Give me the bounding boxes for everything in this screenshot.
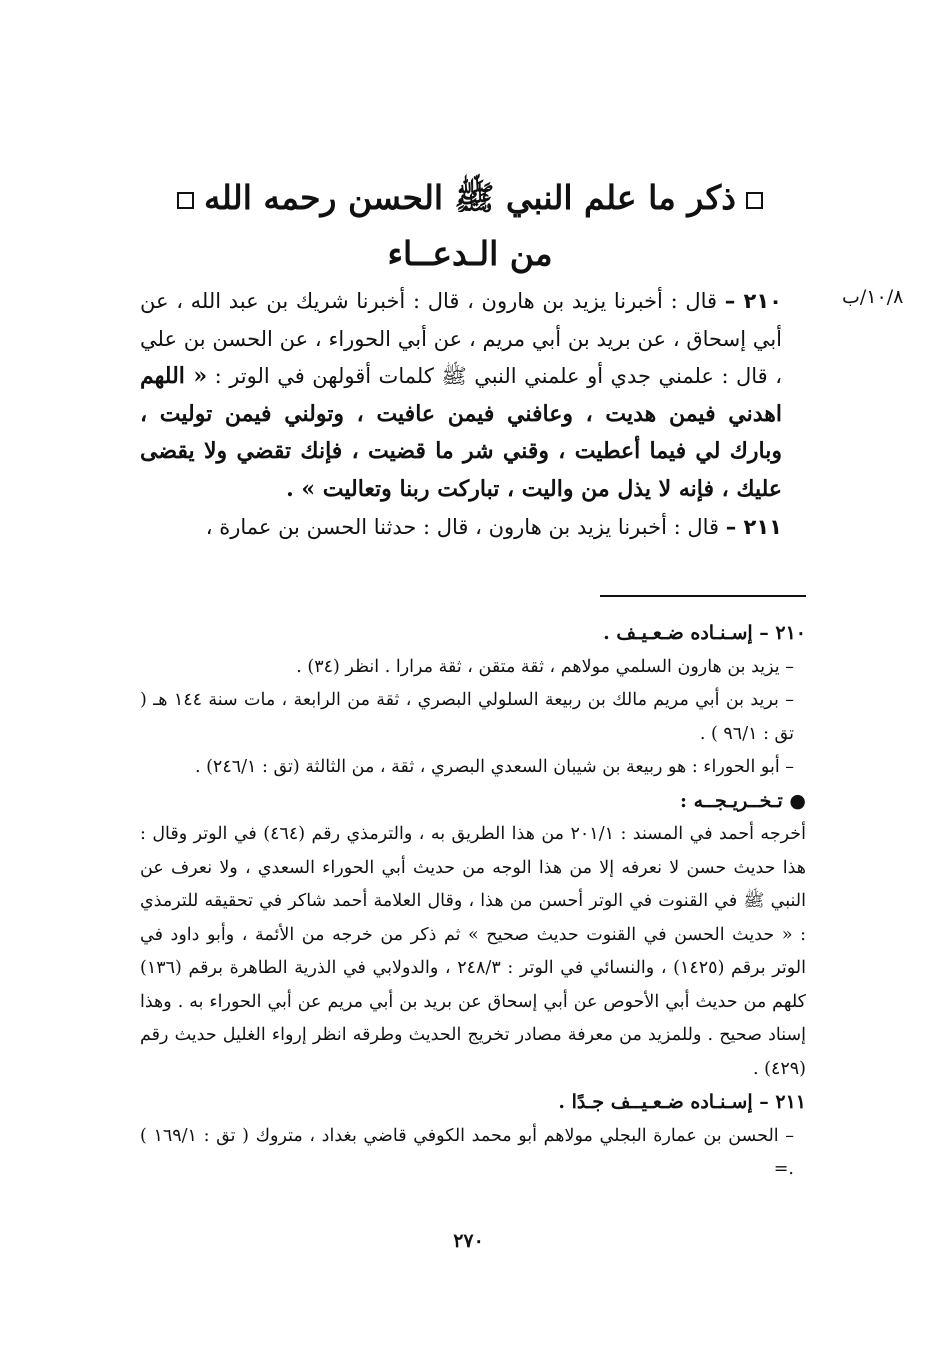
hadith-isnad: قال : أخبرنا يزيد بن هارون ، قال : حدثنا الحسن بن عمارة ، (205, 514, 720, 539)
page-number: ٢٧٠ (453, 1230, 484, 1252)
hadith-211 (140, 509, 806, 547)
footnote-divider (600, 595, 806, 597)
note-item: – أبو الحوراء : هو ربيعة بن شيبان السعدي البصري ، ثقة ، من الثالثة (تق : ٢٤٦/١) . (194, 757, 794, 777)
margin-reference: ١٠/٨/ب (842, 286, 904, 308)
hadith-number: ٢١١ – (725, 514, 782, 539)
note-item: – الحسن بن عمارة البجلي مولاهم أبو محمد الكوفي قاضي بغداد ، متروك ( تق : ١٦٩/١ ) .= (140, 1125, 795, 1179)
hadith-isnad: قال : أخبرنا يزيد بن هارون ، قال : أخبرنا شريك بن عبد الله ، عن أبي إسحاق ، عن بريد بن أبي مريم ، عن أبي الحوراء ، عن الحسن بن علي ، قال : علمني جدي أو علمني النبي ﷺ كلمات أقولهن في الوتر : (140, 289, 783, 389)
chapter-heading (140, 170, 800, 282)
takhrij-heading: ● تـخــريـجــه : (680, 789, 806, 812)
square-ornament-icon (177, 192, 194, 209)
note-item: – بريد بن أبي مريم مالك بن ربيعة السلولي البصري ، ثقة من الرابعة ، مات سنة ١٤٤ هـ ( تق : ٩٦/١ ) . (140, 690, 794, 744)
square-ornament-icon (746, 192, 763, 209)
main-text (140, 283, 806, 546)
note-210-heading: ٢١٠ – إسـنـاده ضـعـيـف . (603, 622, 806, 644)
footnotes (140, 617, 806, 1187)
hadith-210 (140, 283, 806, 509)
hadith-dua: « اللهم اهدني فيمن هديت ، وعافني فيمن عافيت ، وتولني فيمن توليت ، وبارك لي فيما أعطيت ، وقني شر ما قضيت ، فإنك تقضي ولا يقضى عليك ، فإنه لا يذل من واليت ، تباركت ربنا وتعاليت » . (140, 363, 782, 502)
note-item: – يزيد بن هارون السلمي مولاهم ، ثقة متقن ، ثقة مرارا . انظر (٣٤) . (296, 656, 794, 677)
chapter-heading-line-1 (140, 170, 800, 226)
takhrij-text: أخرجه أحمد في المسند : ٢٠١/١ من هذا الطريق به ، والترمذي رقم (٤٦٤) في الوتر وقال : هذا حديث حسن لا نعرفه إلا من هذا الوجه من حديث أبي الحوراء السعدي ، ولا نعرف عن النبي ﷺ في القنوت في الوتر أحسن من هذا ، وقال العلامة أحمد شاكر في تحقيقه للترمذي : « حديث الحسن في القنوت حديث صحيح » ثم ذكر من خرجه من الأئمة ، وأبو داود في الوتر برقم (١٤٢٥) ، والنسائي في الوتر : ٢٤٨/٣ ، والدولابي في الذرية الطاهرة برقم (١٣٦) كلهم من حديث أبي الأحوص عن أبي إسحاق عن بريد بن أبي مريم عن أبي الحوراء به . وهذا إسناد صحيح . وللمزيد من معرفة مصادر تخريج الحديث وطرقه انظر إرواء الغليل حديث رقم (٤٢٩) . (140, 824, 806, 1079)
chapter-heading-line-2: من الـدعــاء (387, 234, 553, 273)
chapter-heading-text: ذكر ما علم النبي ﷺ الحسن رحمه الله (204, 178, 736, 217)
hadith-number: ٢١٠ – (724, 289, 782, 313)
note-211-heading: ٢١١ – إسـنـاده ضـعـيــف جـدًا . (558, 1091, 806, 1113)
